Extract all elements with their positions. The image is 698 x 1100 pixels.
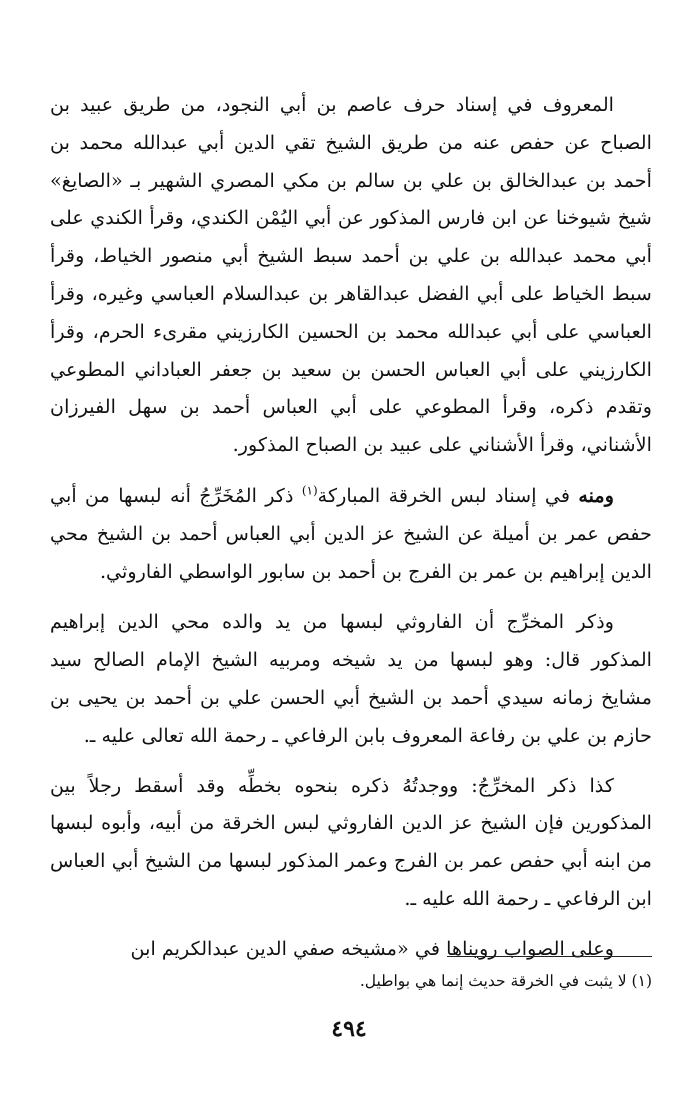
paragraph-khirqa-chain xyxy=(50,477,652,590)
footnote: (١) لا يثبت في الخرقة حديث إنما هي بواطيل. xyxy=(359,972,652,990)
paragraph-text-before-note: في إسناد لبس الخرقة المباركة xyxy=(317,483,579,507)
page-number: ٤٩٤ xyxy=(331,1016,367,1042)
paragraph-continuation: وعلى الصواب رويناها في «مشيخه صفي الدين عبدالكريم ابن xyxy=(130,936,614,960)
footnote-reference: (١) xyxy=(301,483,318,498)
main-text xyxy=(50,86,652,968)
footnote-divider xyxy=(447,956,652,957)
paragraph-text-after-note: ذكر المُخَرِّجُ أنه لبسها من أبي حفص عمر بن أميلة عن الشيخ عز الدين أبي العباس أحمد بن الشيخ محي الدين إبراهيم بن عمر بن الفرج بن أحمد بن سابور الواسطي الفاروثي. xyxy=(50,483,652,583)
paragraph-correction: كذا ذكر المخرِّجُ: ووجدتُهُ ذكره بنحوه بخطِّه وقد أسقط رجلاً بين المذكورين فإن الشيخ عز الدين الفاروثي لبس الخرقة من أبيه، وأبوه لبسها من ابنه أبي حفص عمر بن الفرج وعمر المذكور لبسها من الشيخ أبي العباس ابن الرفاعي ـ رحمة الله عليه ـ. xyxy=(50,773,652,910)
paragraph-faruthi: وذكر المخرِّج أن الفاروثي لبسها من يد والده محي الدين إبراهيم المذكور قال: وهو لبسها من يد شيخه ومربيه الشيخ الإمام الصالح سيد مشايخ زمانه سيدي أحمد بن الشيخ أبي الحسن علي بن أحمد بن يحيى بن حازم بن علي بن رفاعة المعروف بابن الرفاعي ـ رحمة الله تعالى عليه ـ. xyxy=(50,610,652,747)
paragraph-asim-chain: المعروف في إسناد حرف عاصم بن أبي النجود، من طريق عبيد بن الصباح عن حفص عنه من طريق الشيخ تقي الدين أبي عبدالله محمد بن أحمد بن عبدالخالق بن علي بن سالم بن مكي المصري الشهير بـ «الصايغ» شيخ شيوخنا عن ابن فارس المذكور عن أبي اليُمْن الكندي، وقرأ الكندي على أبي محمد عبدالله بن علي بن أحمد سبط الشيخ أبي منصور الخياط، وقرأ سبط الخياط على أبي الفضل عبدالقاهر بن عبدالسلام العباسي وغيره، وقرأ العباسي على أبي عبدالله محمد بن الحسين الكارزيني مقرىء الحرم، وقرأ الكارزيني على أبي العباس الحسن بن سعيد بن جعفر العباداني المطوعي وتقدم ذكره، وقرأ المطوعي على أبي العباس أحمد بن سهل الفيرزان الأشناني، وقرأ الأشناني على عبيد بن الصباح المذكور. xyxy=(50,93,652,457)
paragraph-lead-word: ومنه xyxy=(578,483,614,507)
